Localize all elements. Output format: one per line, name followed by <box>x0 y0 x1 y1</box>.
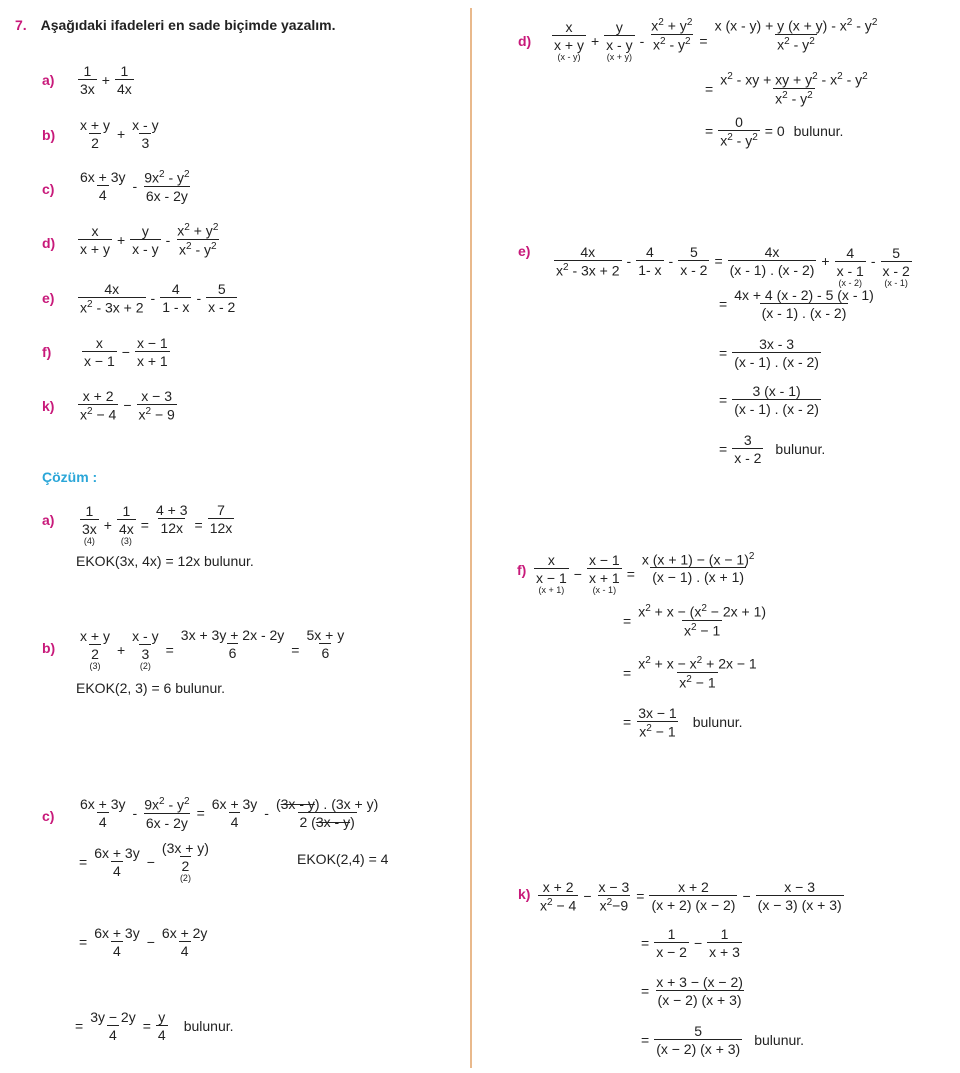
solution-d-step2: = $\frac{x^2 - xy + xy + y^2 - x^2 - y^2}{x^2 - y^2}$ <box>705 71 868 107</box>
solution-c-step2: = $\frac{6x + 3y}{4}$ − (3x + y) 2 (2) <box>79 840 209 883</box>
solution-a-label: a) <box>42 512 55 528</box>
solution-e-step1: $\frac{4x}{x^2 - 3x + 2}$ - $\frac{4}{1- x}$ - $\frac{5}{x - 2}$ = $\frac{4x}{(x - 1) . (x - 2)}$ + 4 x - 1 (x - 2) - 5 x - 2 (x - 1) <box>556 243 910 288</box>
solution-k-label: k) <box>518 886 531 902</box>
solution-c-label: c) <box>42 808 55 824</box>
solution-d-step1: x x + y (x - y) + y x - y (x + y) - $\frac{x^2 + y^2}{x^2 - y^2}$ = $\frac{x (x - y) + y (x + y) - x^2 - y^2}{x^2 - y^2}$ <box>554 17 878 62</box>
solution-c-step3: = $\frac{6x + 3y}{4}$ − $\frac{6x + 2y}{4}$ <box>79 925 208 959</box>
question-heading <box>15 17 335 33</box>
solution-c-end: bulunur. <box>183 1018 234 1034</box>
solution-e-step4: = $\frac{3 (x - 1)}{(x - 1) . (x - 2)}$ <box>719 383 819 417</box>
solution-a-ekok: EKOK(3x, 4x) = 12x bulunur. <box>76 553 254 569</box>
problem-e: $\frac{4x}{x^2 - 3x + 2}$ - $\frac{4}{1 - x}$ - $\frac{5}{x - 2}$ <box>80 281 236 316</box>
solution-f-step4: = $\frac{3x - 1}{x^2 - 1}$ bulunur. <box>623 705 743 740</box>
problem-k: $\frac{x + 2}{x^2 - 4}$ − $\frac{x - 3}{x^2 - 9}$ <box>80 388 175 423</box>
solution-f-end: bulunur. <box>692 714 743 731</box>
solution-f-label: f) <box>517 562 527 578</box>
column-divider <box>470 8 472 1068</box>
question-text: Aşağıdaki ifadeleri en sade biçimde yazalım. <box>40 17 336 33</box>
solution-e-end: bulunur. <box>775 441 826 457</box>
solution-e-label: e) <box>518 243 531 259</box>
item-k-label: k) <box>42 398 55 414</box>
item-d-label: d) <box>42 235 56 251</box>
solution-c-step1: $\frac{6x + 3y}{4}$ - $\frac{9x^2 - y^2}{6x - 2y}$ = $\frac{6x + 3y}{4}$ - $\frac{(3x - y) . (3x + y)}{2 (3x - y)}$ <box>80 796 379 831</box>
item-b-label: b) <box>42 127 56 143</box>
problem-f: $\frac{x}{x - 1}$ − $\frac{x - 1}{x + 1}$ <box>84 335 168 369</box>
solution-b-label: b) <box>42 640 56 656</box>
solution-k-step1: $\frac{x + 2}{x^2 - 4}$ − $\frac{x - 3}{x^2-9}$ = $\frac{x + 2}{(x + 2) (x - 2)}$ − $\frac{x - 3}{(x - 3) (x + 3)}$ <box>540 879 842 914</box>
solution-k-step2: = $\frac{1}{x - 2}$ − $\frac{1}{x + 3}$ <box>641 926 740 960</box>
solution-k-end: bulunur. <box>754 1032 805 1048</box>
solution-e-step2: = $\frac{4x + 4 (x - 2) - 5 (x - 1)}{(x - 1) . (x - 2)}$ <box>719 287 874 321</box>
solution-f-step1: x x − 1 (x + 1) − x − 1 x + 1 (x - 1) = $\frac{x (x + 1) - (x - 1)^2}{(x - 1) . (x + 1)}$ <box>536 550 755 595</box>
problem-a: $\frac{1}{3x}$ + $\frac{1}{4x}$ <box>80 63 132 97</box>
solution-f-step2: = $\frac{x^2 + x - (x^2 - 2x + 1)}{x^2 - 1}$ <box>623 603 767 639</box>
item-e-label: e) <box>42 290 55 306</box>
solution-d-label: d) <box>518 33 532 49</box>
solution-d-step3: = $\frac{0}{x^2 - y^2}$ = 0 bulunur. <box>705 114 844 149</box>
solution-f-step3: = $\frac{x^2 + x - x^2 + 2x - 1}{x^2 - 1}$ <box>623 655 757 691</box>
solution-e-step3: = $\frac{3x - 3}{(x - 1) . (x - 2)}$ <box>719 336 819 370</box>
problem-b: $\frac{x + y}{2}$ + $\frac{x - y}{3}$ <box>80 117 159 151</box>
solution-c-step4: = $\frac{3y - 2y}{4}$ = $\frac{y}{4}$ bulunur. <box>75 1009 234 1043</box>
item-a-label: a) <box>42 72 55 88</box>
problem-d: $\frac{x}{x + y}$ + $\frac{y}{x - y}$ - $\frac{x^2 + y^2}{x^2 - y^2}$ <box>80 222 219 258</box>
solution-b-expr: x + y 2 (3) + x - y 3 (2) = $\frac{3x + 3y + 2x - 2y}{6}$ = $\frac{5x + y}{6}$ <box>80 627 345 671</box>
question-number: 7. <box>15 17 27 33</box>
solution-d-end: bulunur. <box>793 123 844 140</box>
item-f-label: f) <box>42 344 52 360</box>
cozum-heading: Çözüm : <box>42 469 98 485</box>
solution-k-step3: = $\frac{x + 3 - (x - 2)}{(x - 2) (x + 3)}$ <box>641 974 743 1008</box>
solution-b-ekok: EKOK(2, 3) = 6 bulunur. <box>76 680 226 696</box>
item-c-label: c) <box>42 181 55 197</box>
solution-a-expr: 1 3x (4) + 1 4x (3) = $\frac{4 + 3}{12x}$ = $\frac{7}{12x}$ <box>82 502 233 546</box>
solution-k-step4: = $\frac{5}{(x - 2) (x + 3)}$ bulunur. <box>641 1023 805 1057</box>
solution-c-ekok: EKOK(2,4) = 4 <box>297 851 389 867</box>
problem-c: $\frac{6x + 3y}{4}$ - $\frac{9x^2 - y^2}{6x - 2y}$ <box>80 169 190 204</box>
solution-e-step5: = $\frac{3}{x - 2}$ bulunur. <box>719 432 826 466</box>
